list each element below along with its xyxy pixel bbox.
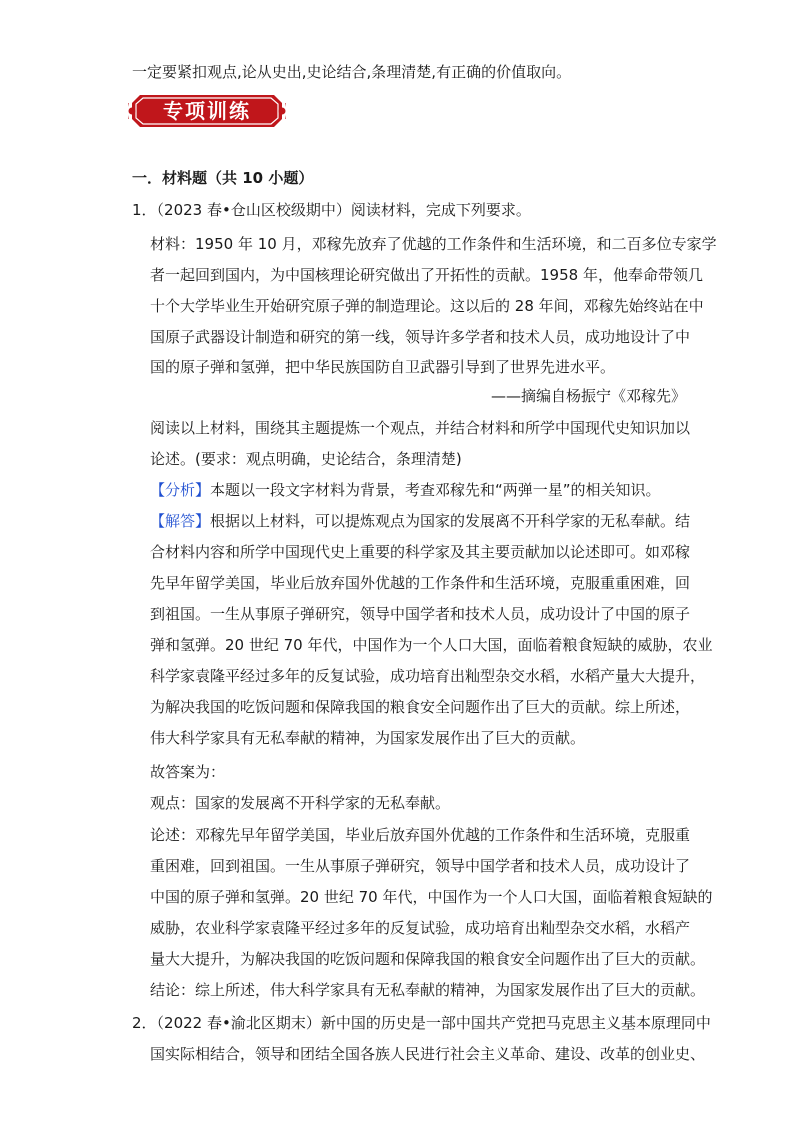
intro-line: 一定要紧扣观点,论从史出,史论结合,条理清楚,有正确的价值取向。 (132, 63, 572, 81)
section-title: 一．材料题（共 10 小题） (132, 169, 314, 187)
answer-line: 弹和氢弹。20 世纪 70 年代，中国作为一个人口大国，面临着粮食短缺的威胁，农业 (150, 636, 713, 654)
section-banner (128, 91, 286, 131)
answer-text: 根据以上材料，可以提炼观点为国家的发展离不开科学家的无私奉献。结 (210, 512, 691, 530)
viewpoint-line: 观点：国家的发展离不开科学家的无私奉献。 (150, 794, 451, 812)
question-2-prompt: 2．（2022 春•渝北区期末）新中国的历史是一部中国共产党把马克思主义基本原理同中 (132, 1014, 711, 1032)
conclusion-label: 故答案为： (150, 763, 226, 781)
material-line: 国原子武器设计制造和研究的第一线，领导许多学者和技术人员，成功地设计了中 (150, 328, 691, 346)
argument-line: 中国的原子弹和氢弹。20 世纪 70 年代，中国作为一个人口大国，面临着粮食短缺的 (150, 888, 713, 906)
answer-line: 伟大科学家具有无私奉献的精神，为国家发展作出了巨大的贡献。 (150, 729, 586, 747)
banner-title: 专项训练 (163, 99, 251, 123)
task-line: 论述。(要求：观点明确，史论结合，条理清楚) (150, 450, 462, 468)
analysis-text: 本题以一段文字材料为背景，考查邓稼先和“两弹一星”的相关知识。 (210, 481, 661, 499)
answer-line: 为解决我国的吃饭问题和保障我国的粮食安全问题作出了巨大的贡献。综上所述， (150, 698, 691, 716)
answer-line: 到祖国。一生从事原子弹研究，领导中国学者和技术人员，成功设计了中国的原子 (150, 605, 691, 623)
material-line: 材料：1950 年 10 月，邓稼先放弃了优越的工作条件和生活环境，和二百多位专家学 (150, 235, 717, 253)
task-line: 阅读以上材料，围绕其主题提炼一个观点，并结合材料和所学中国现代史知识加以 (150, 419, 691, 437)
material-line: 者一起回到国内，为中国核理论研究做出了开拓性的贡献。1958 年，他奉命带领几 (150, 266, 703, 284)
material-source: ——摘编自杨振宁《邓稼先》 (490, 387, 686, 405)
argument-line: 论述：邓稼先早年留学美国，毕业后放弃国外优越的工作条件和生活环境，克服重 (150, 826, 691, 844)
argument-line: 结论：综上所述，伟大科学家具有无私奉献的精神，为国家发展作出了巨大的贡献。 (150, 981, 706, 999)
answer-line: 先早年留学美国，毕业后放弃国外优越的工作条件和生活环境，克服重重困难，回 (150, 574, 691, 592)
argument-line: 重困难，回到祖国。一生从事原子弹研究，领导中国学者和技术人员，成功设计了 (150, 857, 691, 875)
answer-line: 科学家袁隆平经过多年的反复试验，成功培育出籼型杂交水稻，水稻产量大大提升， (150, 667, 706, 685)
answer-line (150, 511, 690, 531)
question-2-line: 国实际相结合，领导和团结全国各族人民进行社会主义革命、建设、改革的创业史、 (150, 1045, 706, 1063)
analysis-tag: 【分析】 (150, 481, 211, 499)
analysis-line (150, 480, 661, 500)
argument-line: 威胁，农业科学家袁隆平经过多年的反复试验，成功培育出籼型杂交水稻，水稻产 (150, 919, 691, 937)
answer-line: 合材料内容和所学中国现代史上重要的科学家及其主要贡献加以论述即可。如邓稼 (150, 543, 691, 561)
question-1-prompt: 1．（2023 春•仓山区校级期中）阅读材料，完成下列要求。 (132, 201, 531, 219)
material-line: 十个大学毕业生开始研究原子弹的制造理论。这以后的 28 年间，邓稼先始终站在中 (150, 297, 704, 315)
answer-tag: 【解答】 (150, 512, 211, 530)
argument-line: 量大大提升，为解决我国的吃饭问题和保障我国的粮食安全问题作出了巨大的贡献。 (150, 950, 706, 968)
material-line: 国的原子弹和氢弹，把中华民族国防自卫武器引导到了世界先进水平。 (150, 358, 616, 376)
